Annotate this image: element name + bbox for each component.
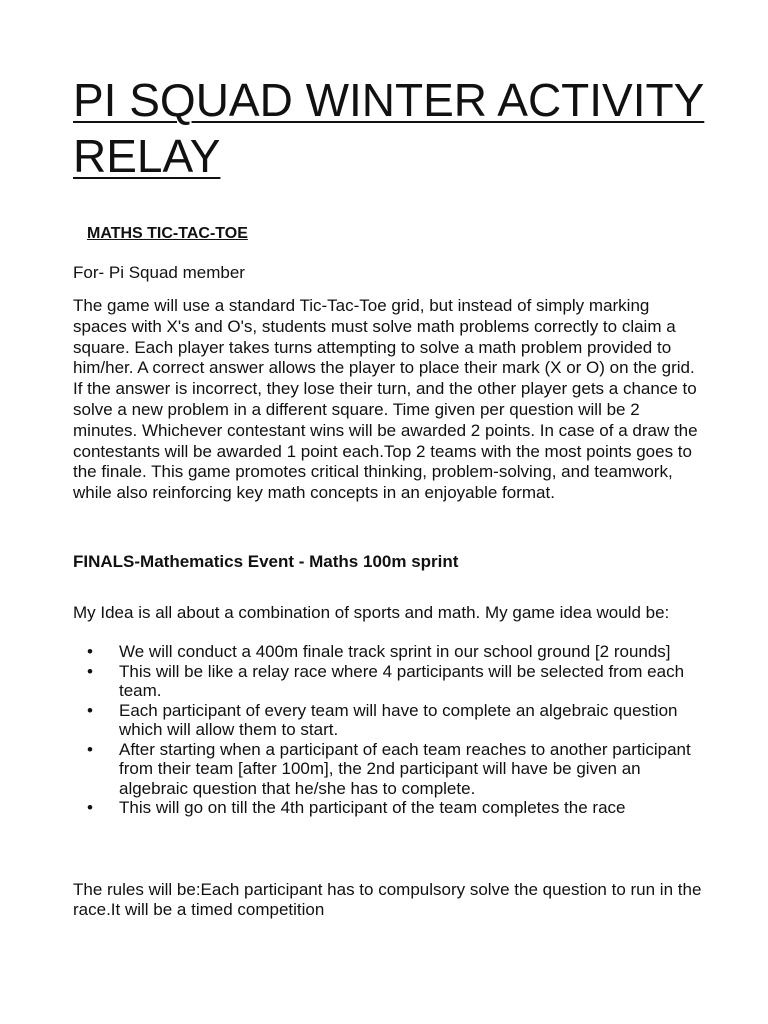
sprint-rules-list xyxy=(73,642,703,818)
list-item xyxy=(73,662,703,701)
list-item-text: This will go on till the 4th participant of the team completes the race xyxy=(119,798,626,817)
list-item xyxy=(73,740,703,799)
bullet-icon: • xyxy=(87,798,93,817)
bullet-icon: • xyxy=(87,700,93,720)
list-item-text: After starting when a participant of each team reaches to another participant from their team [after 100m], the 2nd participant will have be given an algebraic question that he/she has to complete. xyxy=(119,739,691,798)
list-item-text: We will conduct a 400m finale track sprint in our school ground [2 rounds] xyxy=(119,642,671,661)
game-description-paragraph: The game will use a standard Tic-Tac-Toe grid, but instead of simply marking spaces with X's and O's, students must solve math problems correctly to claim a square. Each player takes turns attempting to solve a math problem provided to him/her. A correct answer allows the player to place their mark (X or O) on the grid. If the answer is incorrect, they lose their turn, and the other player gets a chance to solve a new problem in a different square. Time given per question will be 2 minutes. Whichever contestant wins will be awarded 2 points. In case of a draw the contestants will be awarded 1 point each.Top 2 teams with the most points goes to the finale. This game promotes critical thinking, problem-solving, and teamwork, while also reinforcing key math concepts in an enjoyable format. xyxy=(73,296,698,503)
bullet-icon: • xyxy=(87,661,93,681)
audience-line: For- Pi Squad member xyxy=(73,263,245,282)
document-title: PI SQUAD WINTER ACTIVITY RELAY xyxy=(73,74,705,182)
bullet-icon: • xyxy=(87,642,93,661)
list-item-text: Each participant of every team will have to complete an algebraic question which will allow them to start. xyxy=(119,700,678,739)
rules-paragraph: The rules will be:Each participant has to compulsory solve the question to run in the race.It will be a timed competition xyxy=(73,880,702,919)
list-item-text: This will be like a relay race where 4 participants will be selected from each team. xyxy=(119,661,685,700)
list-item xyxy=(73,701,703,740)
section-heading-finals: FINALS-Mathematics Event - Maths 100m sprint xyxy=(73,552,459,571)
list-item xyxy=(73,798,703,818)
list-item xyxy=(73,642,703,662)
idea-intro-paragraph: My Idea is all about a combination of sports and math. My game idea would be: xyxy=(73,603,670,622)
section-heading-tic-tac-toe: MATHS TIC-TAC-TOE xyxy=(87,225,248,242)
bullet-icon: • xyxy=(87,739,93,759)
